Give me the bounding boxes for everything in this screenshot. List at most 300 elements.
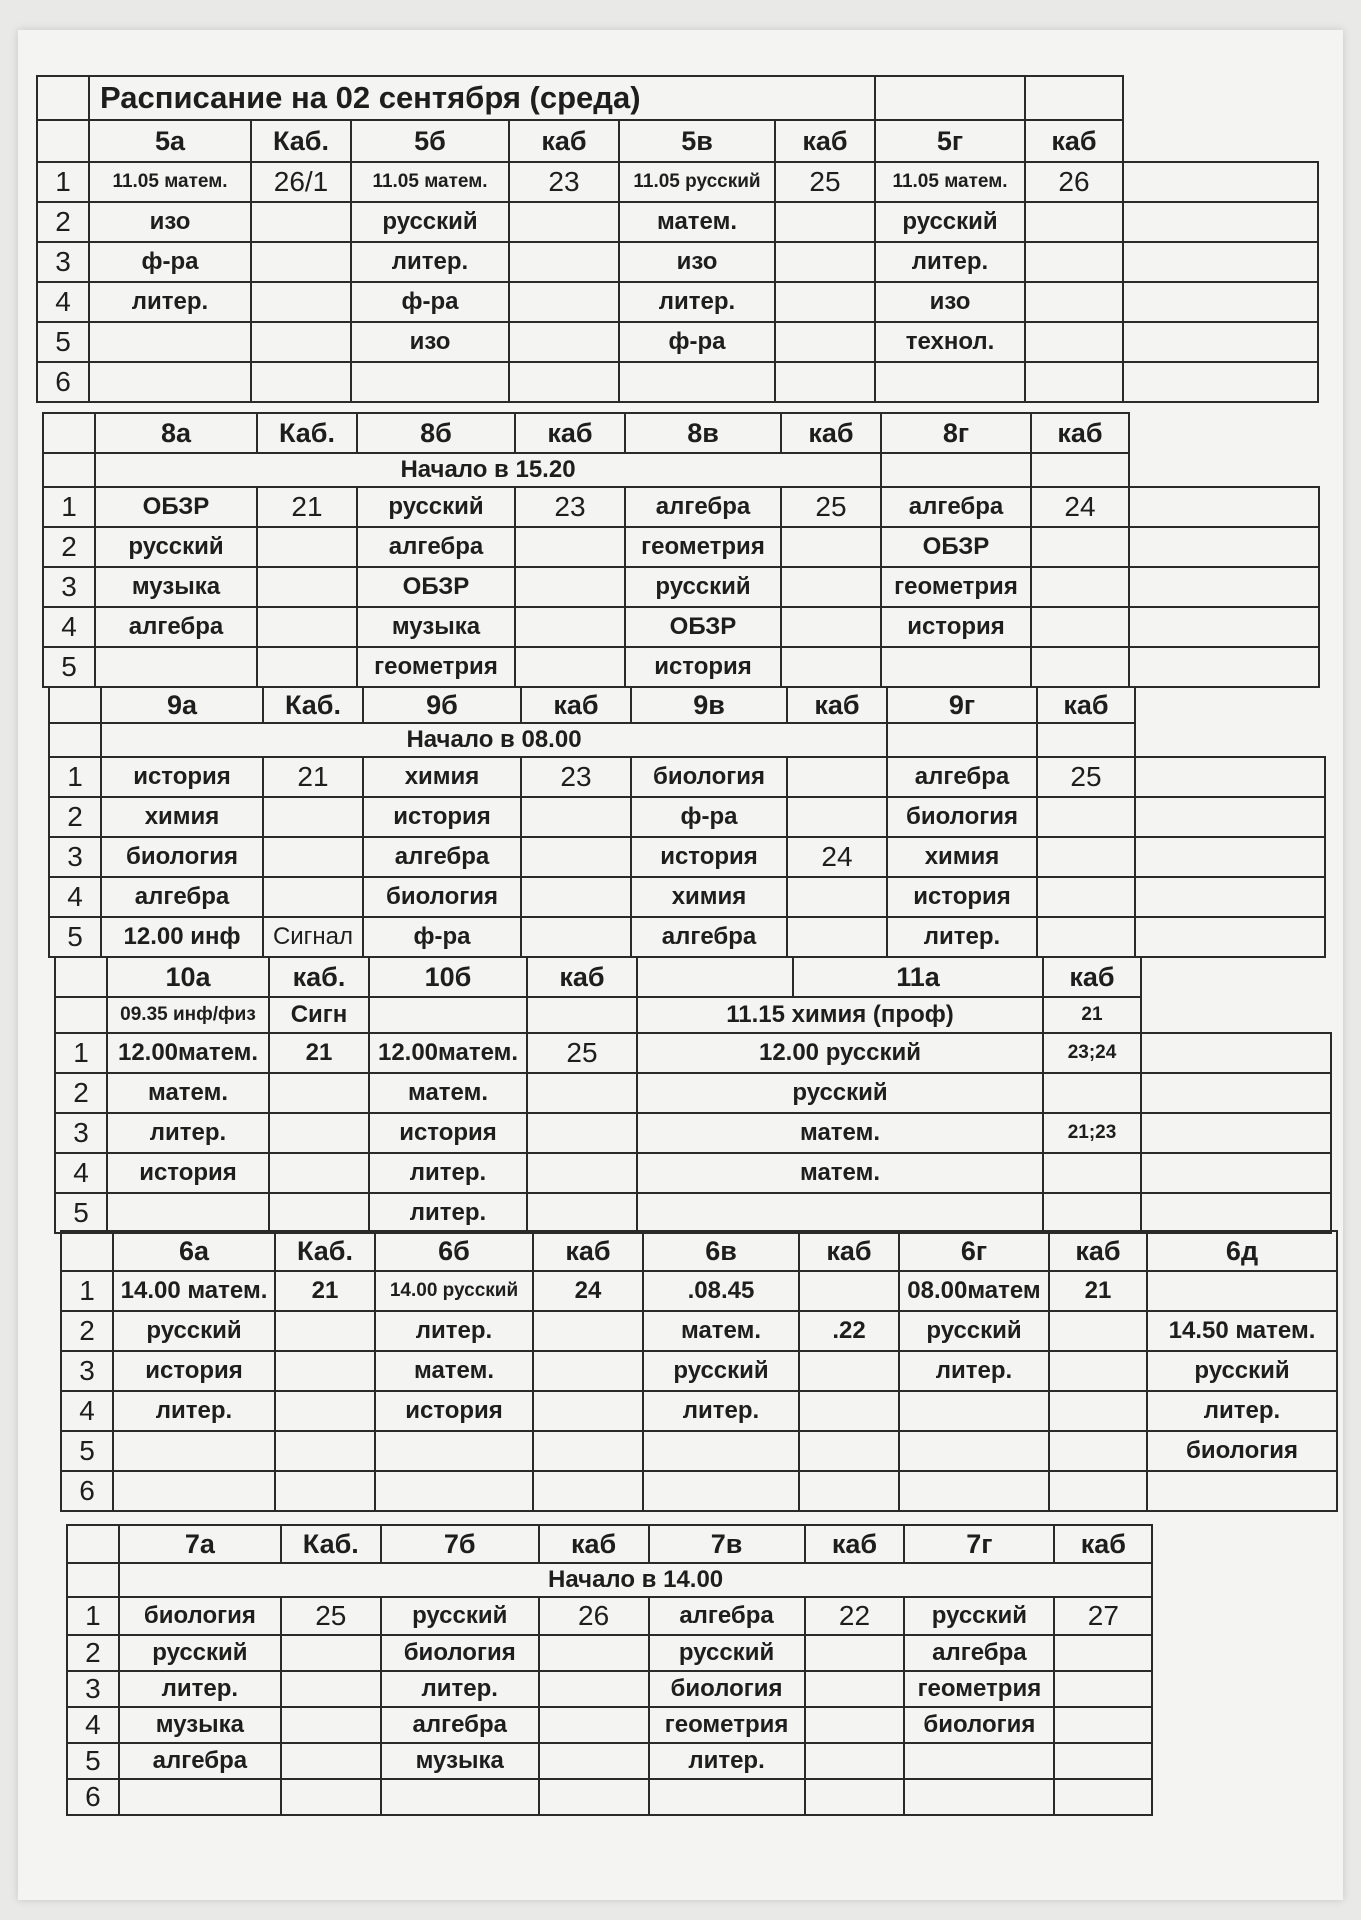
room-cell [251,362,351,402]
lesson-cell: алгебра [649,1597,805,1635]
extra-cell [1123,162,1318,202]
lesson-cell: технол. [875,322,1025,362]
lesson-cell: биология [631,757,787,797]
lesson-cell: 09.35 инф/физ [107,997,269,1033]
lesson-number: 5 [67,1743,119,1779]
corner-cell [43,413,95,453]
extra-cell [1129,567,1319,607]
lesson-cell: биология [1147,1431,1337,1471]
lesson-cell: 14.00 русский [375,1271,533,1311]
room-cell [787,757,887,797]
lesson-cell: алгебра [625,487,781,527]
lesson-cell: литер. [875,242,1025,282]
lesson-cell: история [375,1391,533,1431]
room-cell [1037,877,1135,917]
room-header: каб [509,120,619,162]
lesson-cell: русский [643,1351,799,1391]
lesson-number: 3 [37,242,89,282]
room-cell [539,1671,649,1707]
room-cell [781,607,881,647]
extra-cell [1135,797,1325,837]
lesson-number: 4 [49,877,101,917]
extra-cell [1141,1113,1331,1153]
lesson-number: 3 [49,837,101,877]
lesson-cell: биология [904,1707,1054,1743]
lesson-number: 1 [49,757,101,797]
extra-cell [1129,607,1319,647]
room-cell [1025,282,1123,322]
room-header: каб. [269,957,369,997]
room-cell [521,837,631,877]
lesson-cell: изо [89,202,251,242]
room-cell: 21 [1049,1271,1147,1311]
lesson-cell: алгебра [881,487,1031,527]
class-header: 7в [649,1525,805,1563]
room-cell [521,917,631,957]
room-cell: 23 [515,487,625,527]
lesson-cell: изо [875,282,1025,322]
lesson-cell: русский [904,1597,1054,1635]
room-header: каб [775,120,875,162]
empty-cell [1031,453,1129,487]
room-cell: 24 [1031,487,1129,527]
lesson-number: 2 [55,1073,107,1113]
room-cell [521,797,631,837]
room-cell: 21;23 [1043,1113,1141,1153]
lesson-cell [881,647,1031,687]
room-cell: 23 [509,162,619,202]
lesson-cell: литер. [899,1351,1049,1391]
room-cell [1054,1779,1152,1815]
class-header: 10а [107,957,269,997]
room-header: каб [527,957,637,997]
empty-cell [369,997,527,1033]
room-cell: 21 [263,757,363,797]
lesson-cell: матем. [369,1073,527,1113]
schedule-grade8 [42,412,1320,688]
extra-cell [1135,877,1325,917]
lesson-cell [899,1431,1049,1471]
lesson-number: 5 [37,322,89,362]
lesson-cell: литер. [119,1671,281,1707]
lesson-cell: русский [625,567,781,607]
room-cell: 25 [1037,757,1135,797]
room-cell [1037,917,1135,957]
room-cell [1054,1635,1152,1671]
room-cell [515,647,625,687]
lesson-number: 4 [61,1391,113,1431]
schedule-grade10-11 [54,956,1332,1234]
room-header: каб [799,1231,899,1271]
lesson-cell: геометрия [357,647,515,687]
extra-cell [1123,282,1318,322]
lesson-number: 6 [37,362,89,402]
room-cell [799,1271,899,1311]
room-cell [1025,242,1123,282]
lesson-cell: литер. [887,917,1037,957]
room-cell [805,1779,905,1815]
lesson-cell: алгебра [631,917,787,957]
lesson-cell: ОБЗР [357,567,515,607]
room-cell [539,1707,649,1743]
lesson-cell: матем. [637,1113,1043,1153]
room-cell: 24 [533,1271,643,1311]
lesson-cell: музыка [119,1707,281,1743]
lesson-cell: изо [619,242,775,282]
corner-cell [55,997,107,1033]
room-cell [533,1311,643,1351]
room-header: каб [1054,1525,1152,1563]
room-cell [539,1743,649,1779]
lesson-cell [899,1471,1049,1511]
lesson-cell: матем. [619,202,775,242]
room-cell [787,877,887,917]
room-cell [263,877,363,917]
lesson-cell: русский [1147,1351,1337,1391]
lesson-cell [113,1431,275,1471]
room-cell [263,797,363,837]
room-header: каб [781,413,881,453]
room-header: Каб. [251,120,351,162]
room-cell [1054,1671,1152,1707]
lesson-cell: история [107,1153,269,1193]
corner-cell [37,76,89,120]
lesson-cell: русский [113,1311,275,1351]
extra-cell [1129,487,1319,527]
lesson-cell: история [363,797,521,837]
room-cell: 24 [787,837,887,877]
lesson-cell: ОБЗР [881,527,1031,567]
lesson-cell: история [369,1113,527,1153]
room-cell [533,1351,643,1391]
lesson-cell: 12.00 инф [101,917,263,957]
corner-cell [49,687,101,723]
lesson-number: 4 [55,1153,107,1193]
room-cell [509,362,619,402]
room-cell [799,1431,899,1471]
lesson-number: 1 [43,487,95,527]
room-header: Каб. [263,687,363,723]
lesson-cell: русский [899,1311,1049,1351]
lesson-cell: русский [649,1635,805,1671]
lesson-cell: химия [363,757,521,797]
lesson-cell: 14.50 матем. [1147,1311,1337,1351]
lesson-cell: биология [101,837,263,877]
room-cell [1037,797,1135,837]
lesson-cell [904,1743,1054,1779]
lesson-number: 3 [43,567,95,607]
lesson-cell: 12.00 русский [637,1033,1043,1073]
room-header: каб [1031,413,1129,453]
lesson-cell [1147,1271,1337,1311]
room-cell: 25 [781,487,881,527]
room-cell [805,1635,905,1671]
schedule-grade7 [66,1524,1343,1816]
lesson-cell: 12.00матем. [369,1033,527,1073]
lesson-number: 4 [67,1707,119,1743]
class-header: 7а [119,1525,281,1563]
lesson-number: 5 [61,1431,113,1471]
empty-cell [527,997,637,1033]
room-cell [1025,362,1123,402]
lesson-number: 5 [55,1193,107,1233]
room-cell [1031,527,1129,567]
lesson-cell: история [113,1351,275,1391]
lesson-cell: история [881,607,1031,647]
lesson-cell: биология [649,1671,805,1707]
lesson-cell: геометрия [904,1671,1054,1707]
room-cell [1025,322,1123,362]
lesson-cell: биология [887,797,1037,837]
lesson-cell: музыка [381,1743,539,1779]
room-cell [527,1153,637,1193]
lesson-number: 2 [61,1311,113,1351]
empty-cell [881,453,1031,487]
room-cell: 21 [257,487,357,527]
room-header: каб [533,1231,643,1271]
lesson-number: 6 [67,1779,119,1815]
lesson-cell: матем. [637,1153,1043,1193]
room-cell [281,1707,381,1743]
room-header: каб [805,1525,905,1563]
room-cell [799,1391,899,1431]
lesson-cell: история [887,877,1037,917]
room-cell [257,647,357,687]
room-cell [275,1431,375,1471]
lesson-cell: матем. [375,1351,533,1391]
room-cell [257,607,357,647]
lesson-cell: русский [381,1597,539,1635]
room-cell [521,877,631,917]
lesson-cell [375,1471,533,1511]
lesson-cell: ф-ра [631,797,787,837]
extra-cell [1129,647,1319,687]
lesson-cell: ОБЗР [95,487,257,527]
room-cell [251,282,351,322]
extra-cell [1141,1193,1331,1233]
lesson-cell: литер. [351,242,509,282]
room-cell [515,607,625,647]
lesson-cell: 12.00матем. [107,1033,269,1073]
room-cell [515,527,625,567]
extra-cell [1129,527,1319,567]
room-cell [527,1193,637,1233]
room-cell [781,567,881,607]
room-cell: 21 [275,1271,375,1311]
lesson-cell: алгебра [119,1743,281,1779]
class-header: 8г [881,413,1031,453]
lesson-number: 2 [67,1635,119,1671]
class-header: 7б [381,1525,539,1563]
class-header: 9б [363,687,521,723]
lesson-cell: литер. [369,1193,527,1233]
room-cell [269,1193,369,1233]
corner-cell [61,1231,113,1271]
lesson-cell: литер. [107,1113,269,1153]
room-cell: 25 [775,162,875,202]
room-cell [275,1351,375,1391]
lesson-cell: алгебра [887,757,1037,797]
extra-cell [1135,917,1325,957]
class-header: 10б [369,957,527,997]
lesson-number: 4 [37,282,89,322]
lesson-cell: химия [101,797,263,837]
lesson-cell [637,1193,1043,1233]
class-header: 8в [625,413,781,453]
lesson-cell: 08.00матем [899,1271,1049,1311]
class-header: 6в [643,1231,799,1271]
room-cell [275,1391,375,1431]
start-time: Начало в 15.20 [95,453,881,487]
lesson-cell: музыка [357,607,515,647]
lesson-cell: 11.15 химия (проф) [637,997,1043,1033]
room-cell [539,1635,649,1671]
room-cell [787,917,887,957]
class-header: 6г [899,1231,1049,1271]
room-header: каб [539,1525,649,1563]
room-cell [509,322,619,362]
lesson-cell [899,1391,1049,1431]
room-cell [1054,1743,1152,1779]
room-cell [799,1471,899,1511]
room-cell [787,797,887,837]
room-cell: Сигнал [263,917,363,957]
lesson-cell: русский [95,527,257,567]
room-cell [781,647,881,687]
extra-cell [1135,757,1325,797]
lesson-cell: русский [351,202,509,242]
room-cell [1049,1391,1147,1431]
lesson-cell: алгебра [904,1635,1054,1671]
room-cell: 21 [269,1033,369,1073]
room-header: каб [1037,687,1135,723]
lesson-cell [643,1431,799,1471]
extra-cell [1123,362,1318,402]
lesson-cell: литер. [1147,1391,1337,1431]
lesson-cell: 14.00 матем. [113,1271,275,1311]
lesson-cell: литер. [643,1391,799,1431]
room-cell [539,1779,649,1815]
lesson-cell: алгебра [363,837,521,877]
lesson-cell [119,1779,281,1815]
lesson-cell: русский [875,202,1025,242]
lesson-cell: ОБЗР [625,607,781,647]
class-header: 5г [875,120,1025,162]
lesson-number: 1 [61,1271,113,1311]
room-cell [281,1743,381,1779]
lesson-cell: геометрия [625,527,781,567]
lesson-cell [113,1471,275,1511]
lesson-cell: литер. [375,1311,533,1351]
lesson-cell: 11.05 матем. [875,162,1025,202]
room-header: каб [515,413,625,453]
lesson-cell: русский [637,1073,1043,1113]
class-header: 8а [95,413,257,453]
lesson-cell: алгебра [95,607,257,647]
room-cell [1054,1707,1152,1743]
lesson-cell [649,1779,805,1815]
lesson-cell [89,362,251,402]
room-header: каб [1043,957,1141,997]
room-cell: 27 [1054,1597,1152,1635]
room-cell [509,242,619,282]
class-header: 11а [793,957,1043,997]
room-cell: 21 [1043,997,1141,1033]
lesson-cell: русский [119,1635,281,1671]
room-cell [781,527,881,567]
room-cell [533,1431,643,1471]
room-cell [1043,1073,1141,1113]
room-cell [281,1671,381,1707]
room-cell: 23;24 [1043,1033,1141,1073]
empty-cell [637,957,793,997]
room-cell [263,837,363,877]
class-header: 9а [101,687,263,723]
lesson-cell: история [101,757,263,797]
lesson-cell: .08.45 [643,1271,799,1311]
lesson-number: 6 [61,1471,113,1511]
schedule-grade9 [48,686,1326,958]
room-cell: Сигн [269,997,369,1033]
room-cell [1049,1351,1147,1391]
lesson-cell: литер. [381,1671,539,1707]
room-cell [509,202,619,242]
room-cell [269,1113,369,1153]
lesson-cell: литер. [369,1153,527,1193]
lesson-cell: литер. [649,1743,805,1779]
room-cell [533,1471,643,1511]
schedule-sheet [18,30,1343,1900]
lesson-cell: биология [381,1635,539,1671]
lesson-cell [107,1193,269,1233]
room-header: Каб. [281,1525,381,1563]
lesson-number: 3 [55,1113,107,1153]
room-header: Каб. [275,1231,375,1271]
lesson-cell: алгебра [101,877,263,917]
lesson-cell: 11.05 матем. [89,162,251,202]
lesson-cell: биология [119,1597,281,1635]
lesson-cell [619,362,775,402]
lesson-cell: химия [887,837,1037,877]
lesson-cell: литер. [619,282,775,322]
room-cell [1031,607,1129,647]
empty-cell [875,76,1025,120]
lesson-number: 3 [67,1671,119,1707]
corner-cell [67,1563,119,1597]
room-cell: 26 [539,1597,649,1635]
room-cell [805,1671,905,1707]
lesson-number: 1 [67,1597,119,1635]
room-cell [805,1707,905,1743]
room-cell [775,242,875,282]
lesson-cell [1147,1471,1337,1511]
corner-cell [37,120,89,162]
empty-cell [887,723,1037,757]
lesson-cell [381,1779,539,1815]
class-header: 7г [904,1525,1054,1563]
extra-cell [1135,837,1325,877]
lesson-cell: ф-ра [363,917,521,957]
room-header: Каб. [257,413,357,453]
room-cell: 25 [281,1597,381,1635]
class-header: 8б [357,413,515,453]
room-cell [257,567,357,607]
class-header: 5в [619,120,775,162]
room-header: каб [1025,120,1123,162]
extra-cell [1123,242,1318,282]
room-cell: 23 [521,757,631,797]
class-header: 5а [89,120,251,162]
